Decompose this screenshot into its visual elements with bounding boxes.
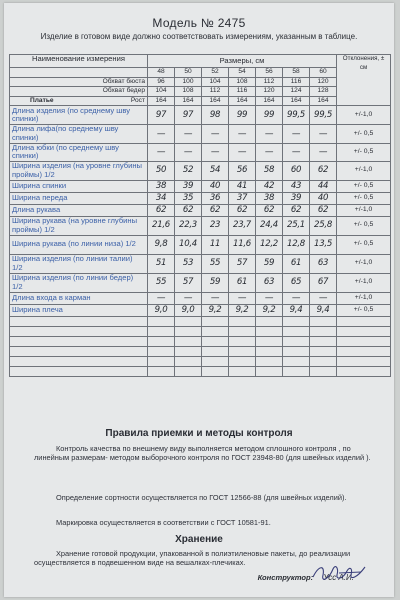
empty-table-row	[10, 326, 391, 336]
measurement-name: Ширина изделия (по линии талии) 1/2	[10, 254, 148, 273]
measurement-value: 9,4	[310, 304, 337, 316]
empty-cell	[256, 326, 283, 336]
empty-cell	[175, 326, 202, 336]
table-row	[10, 106, 391, 125]
sizes-label-cell	[10, 68, 148, 78]
storage-p1-text: Хранение готовой продукции, упакованной в полиэтиленовые пакеты, до реализации осуществляется в подвешенном виде на вешалках-плечиках.	[34, 549, 351, 568]
table-row	[10, 143, 391, 161]
measurement-value: 42	[256, 180, 283, 192]
measurement-value: 58	[256, 161, 283, 180]
measurement-value: —	[283, 125, 310, 143]
measurement-value: 25,8	[310, 216, 337, 235]
empty-cell	[148, 346, 175, 356]
empty-cell	[256, 336, 283, 346]
bust-value: 96	[148, 77, 175, 87]
table-row	[10, 216, 391, 235]
empty-cell	[283, 316, 310, 326]
measurement-value: —	[310, 292, 337, 304]
height-value: 164	[283, 96, 310, 106]
empty-cell	[10, 356, 148, 366]
tolerance-value: +/-1,0	[337, 106, 391, 125]
bust-value: 108	[229, 77, 256, 87]
measurement-name: Ширина изделия (на уровне глубины проймы) 1/2	[10, 161, 148, 180]
measurement-value: —	[175, 125, 202, 143]
measurement-value: 97	[148, 106, 175, 125]
table-row	[10, 125, 391, 143]
empty-cell	[283, 366, 310, 376]
measurement-value: 59	[202, 273, 229, 292]
measurement-value: —	[229, 143, 256, 161]
measurement-value: 9,8	[148, 235, 175, 254]
empty-cell	[229, 356, 256, 366]
measurement-value: —	[148, 143, 175, 161]
measurement-value: 62	[175, 204, 202, 216]
table-row	[10, 273, 391, 292]
measurement-value: 99	[229, 106, 256, 125]
hips-value: 124	[283, 87, 310, 97]
measurement-value: 35	[175, 192, 202, 204]
empty-cell	[10, 366, 148, 376]
measurement-value: 63	[310, 254, 337, 273]
model-title: Модель № 2475	[152, 16, 246, 30]
empty-table-row	[10, 336, 391, 346]
height-value: 164	[148, 96, 175, 106]
measurement-value: 62	[310, 204, 337, 216]
measurement-name: Длина входа в карман	[10, 292, 148, 304]
empty-cell	[310, 346, 337, 356]
header-sizes: Размеры, см	[148, 55, 337, 68]
bust-label: Обхват бюста	[10, 77, 148, 87]
table-row	[10, 304, 391, 316]
measurement-value: 12,2	[256, 235, 283, 254]
measurement-value: 36	[202, 192, 229, 204]
hips-value: 108	[175, 87, 202, 97]
measurement-value: 43	[283, 180, 310, 192]
constructor-name: Усс А.И.	[323, 573, 354, 582]
measurement-value: 13,5	[310, 235, 337, 254]
tolerance-value: +/-1,0	[337, 292, 391, 304]
tolerance-value: +/- 0,5	[337, 125, 391, 143]
rules-title: Правила приемки и методы контроля	[105, 428, 293, 439]
measurement-value: 62	[229, 204, 256, 216]
size-value: 60	[310, 68, 337, 78]
measurement-value: 53	[175, 254, 202, 273]
measurement-name: Ширина плеча	[10, 304, 148, 316]
measurement-value: 9,2	[229, 304, 256, 316]
measurement-value: —	[256, 143, 283, 161]
measurement-name: Ширина спинки	[10, 180, 148, 192]
hips-value: 112	[202, 87, 229, 97]
empty-cell	[256, 346, 283, 356]
empty-cell	[175, 316, 202, 326]
measurement-name: Длина лифа(по среднему шву спинки)	[10, 125, 148, 143]
measurement-value: 37	[229, 192, 256, 204]
height-label: Рост	[130, 96, 145, 104]
empty-cell	[229, 326, 256, 336]
empty-cell	[256, 356, 283, 366]
measurement-value: —	[310, 143, 337, 161]
measurement-name: Длина рукава	[10, 204, 148, 216]
height-value: 164	[202, 96, 229, 106]
signature-icon	[309, 561, 369, 585]
measurement-value: 60	[283, 161, 310, 180]
empty-cell	[337, 316, 391, 326]
measurement-value: 38	[148, 180, 175, 192]
size-value: 54	[229, 68, 256, 78]
empty-cell	[148, 366, 175, 376]
measurement-name: Ширина изделия (по линии бедер) 1/2	[10, 273, 148, 292]
empty-table-row	[10, 366, 391, 376]
measurement-value: 9,4	[283, 304, 310, 316]
empty-cell	[310, 336, 337, 346]
measurement-value: 9,0	[175, 304, 202, 316]
empty-cell	[337, 346, 391, 356]
empty-cell	[229, 366, 256, 376]
measurement-value: 62	[283, 204, 310, 216]
measurement-name: Длина юбки (по среднему шву спинки)	[10, 143, 148, 161]
tolerance-value: +/- 0,5	[337, 143, 391, 161]
measurement-value: 39	[283, 192, 310, 204]
measurement-value: 12,8	[283, 235, 310, 254]
height-label-cell	[10, 96, 148, 106]
empty-cell	[283, 346, 310, 356]
measurement-value: —	[148, 125, 175, 143]
measurement-value: 97	[175, 106, 202, 125]
measurement-value: 57	[175, 273, 202, 292]
measurement-value: —	[283, 292, 310, 304]
tolerance-value: +/- 0,5	[337, 235, 391, 254]
empty-cell	[310, 316, 337, 326]
measurement-value: 40	[202, 180, 229, 192]
rules-paragraph-1	[34, 444, 379, 463]
measurement-name: Ширина рукава (по линии низа) 1/2	[10, 235, 148, 254]
empty-cell	[148, 336, 175, 346]
constructor-label: Конструктор:	[257, 573, 314, 582]
measurement-value: 99,5	[283, 106, 310, 125]
empty-cell	[256, 316, 283, 326]
header-tolerance: Отклонения, ± см	[337, 55, 391, 106]
measurement-value: 38	[256, 192, 283, 204]
hips-value: 128	[310, 87, 337, 97]
empty-cell	[10, 316, 148, 326]
tolerance-value: +/-1,0	[337, 254, 391, 273]
garment-label: Платье	[30, 96, 54, 104]
tolerance-value: +/-1,0	[337, 161, 391, 180]
empty-cell	[310, 326, 337, 336]
measurement-value: 40	[310, 192, 337, 204]
tolerance-value: +/- 0,5	[337, 180, 391, 192]
rules-p2-text: Определение сортности осуществляется по ГОСТ 12566-88 (для швейных изделий).	[56, 493, 347, 502]
measurement-value: 22,3	[175, 216, 202, 235]
measurement-value: 62	[256, 204, 283, 216]
empty-cell	[337, 366, 391, 376]
empty-cell	[310, 356, 337, 366]
empty-table-row	[10, 346, 391, 356]
measurement-value: 9,2	[256, 304, 283, 316]
empty-cell	[202, 356, 229, 366]
size-table	[9, 54, 391, 377]
measurement-value: 51	[148, 254, 175, 273]
rules-p1-text: Контроль качества по внешнему виду выполняется методом сплошного контроля , по линейным размерам- методом выборочного контроля по ГОСТ 23948-80 (для швейных изделий ).	[34, 444, 371, 463]
table-row	[10, 204, 391, 216]
height-value: 164	[175, 96, 202, 106]
measurement-value: —	[283, 143, 310, 161]
measurement-value: —	[310, 125, 337, 143]
hips-value: 120	[256, 87, 283, 97]
bust-value: 116	[283, 77, 310, 87]
empty-cell	[202, 326, 229, 336]
table-row	[10, 180, 391, 192]
hips-label: Обхват бедер	[10, 87, 148, 97]
measurement-name: Ширина переда	[10, 192, 148, 204]
hips-value: 116	[229, 87, 256, 97]
measurement-value: 59	[256, 254, 283, 273]
height-value: 164	[256, 96, 283, 106]
tolerance-value: +/- 0,5	[337, 216, 391, 235]
empty-cell	[229, 336, 256, 346]
table-row	[10, 192, 391, 204]
empty-cell	[175, 356, 202, 366]
height-value: 164	[310, 96, 337, 106]
measurement-value: 57	[229, 254, 256, 273]
empty-cell	[148, 316, 175, 326]
measurement-value: 56	[229, 161, 256, 180]
measurement-value: 52	[175, 161, 202, 180]
measurement-value: 99	[256, 106, 283, 125]
measurement-name: Длина изделия (по среднему шву спинки)	[10, 106, 148, 125]
measurement-value: 54	[202, 161, 229, 180]
table-row	[10, 254, 391, 273]
measurement-value: 9,2	[202, 304, 229, 316]
tolerance-value: +/-1,0	[337, 273, 391, 292]
measurement-value: 10,4	[175, 235, 202, 254]
size-value: 56	[256, 68, 283, 78]
header-measurement-name: Наименование измерения	[10, 55, 148, 68]
measurement-value: —	[202, 125, 229, 143]
empty-cell	[337, 356, 391, 366]
measurement-value: 65	[283, 273, 310, 292]
empty-table-row	[10, 316, 391, 326]
measurement-value: —	[175, 143, 202, 161]
empty-cell	[148, 356, 175, 366]
measurement-value: 44	[310, 180, 337, 192]
empty-cell	[175, 346, 202, 356]
empty-cell	[229, 316, 256, 326]
document-subtitle: Изделие в готовом виде должно соответствовать измерениям, указанным в таблице.	[40, 32, 358, 41]
empty-cell	[10, 336, 148, 346]
measurement-value: —	[229, 125, 256, 143]
measurement-value: 55	[202, 254, 229, 273]
empty-cell	[148, 326, 175, 336]
measurement-value: 25,1	[283, 216, 310, 235]
measurement-value: 67	[310, 273, 337, 292]
measurement-value: 62	[202, 204, 229, 216]
empty-cell	[175, 336, 202, 346]
spec-sheet-page	[4, 3, 394, 597]
empty-cell	[229, 346, 256, 356]
empty-cell	[175, 366, 202, 376]
measurement-value: 98	[202, 106, 229, 125]
bust-value: 112	[256, 77, 283, 87]
table-row	[10, 235, 391, 254]
bust-value: 104	[202, 77, 229, 87]
empty-cell	[283, 336, 310, 346]
empty-cell	[310, 366, 337, 376]
table-row	[10, 292, 391, 304]
measurement-value: 61	[229, 273, 256, 292]
measurement-value: 63	[256, 273, 283, 292]
empty-cell	[256, 366, 283, 376]
measurement-value: 21,6	[148, 216, 175, 235]
measurement-value: —	[256, 292, 283, 304]
empty-cell	[10, 346, 148, 356]
rules-paragraph-2	[34, 493, 379, 502]
measurement-value: 9,0	[148, 304, 175, 316]
empty-cell	[202, 366, 229, 376]
measurement-value: 41	[229, 180, 256, 192]
empty-cell	[283, 356, 310, 366]
hips-value: 104	[148, 87, 175, 97]
measurement-value: 23,7	[229, 216, 256, 235]
measurement-value: —	[148, 292, 175, 304]
size-value: 48	[148, 68, 175, 78]
size-value: 52	[202, 68, 229, 78]
empty-cell	[202, 316, 229, 326]
tolerance-value: +/- 0,5	[337, 304, 391, 316]
empty-cell	[337, 326, 391, 336]
measurement-value: 62	[310, 161, 337, 180]
measurement-value: 24,4	[256, 216, 283, 235]
measurement-value: 23	[202, 216, 229, 235]
measurement-value: 11,6	[229, 235, 256, 254]
table-row	[10, 161, 391, 180]
measurement-value: —	[202, 292, 229, 304]
measurement-value: 34	[148, 192, 175, 204]
empty-cell	[202, 346, 229, 356]
measurement-value: —	[256, 125, 283, 143]
size-value: 50	[175, 68, 202, 78]
measurement-value: 11	[202, 235, 229, 254]
empty-cell	[10, 326, 148, 336]
bust-value: 120	[310, 77, 337, 87]
measurement-value: 39	[175, 180, 202, 192]
measurement-name: Ширина рукава (на уровне глубины проймы) 1/2	[10, 216, 148, 235]
empty-table-row	[10, 356, 391, 366]
storage-title: Хранение	[175, 534, 223, 545]
rules-p3-text: Маркировка осуществляется в соответствии с ГОСТ 10581-91.	[56, 518, 271, 527]
empty-cell	[337, 336, 391, 346]
empty-cell	[283, 326, 310, 336]
measurement-value: 55	[148, 273, 175, 292]
rules-paragraph-3	[34, 518, 379, 527]
bust-value: 100	[175, 77, 202, 87]
tolerance-value: +/- 0,5	[337, 192, 391, 204]
measurement-value: —	[229, 292, 256, 304]
height-value: 164	[229, 96, 256, 106]
measurement-value: 61	[283, 254, 310, 273]
measurement-value: —	[175, 292, 202, 304]
tolerance-value: +/-1,0	[337, 204, 391, 216]
measurement-value: —	[202, 143, 229, 161]
size-value: 58	[283, 68, 310, 78]
empty-cell	[202, 336, 229, 346]
measurement-value: 50	[148, 161, 175, 180]
measurement-value: 62	[148, 204, 175, 216]
measurement-value: 99,5	[310, 106, 337, 125]
